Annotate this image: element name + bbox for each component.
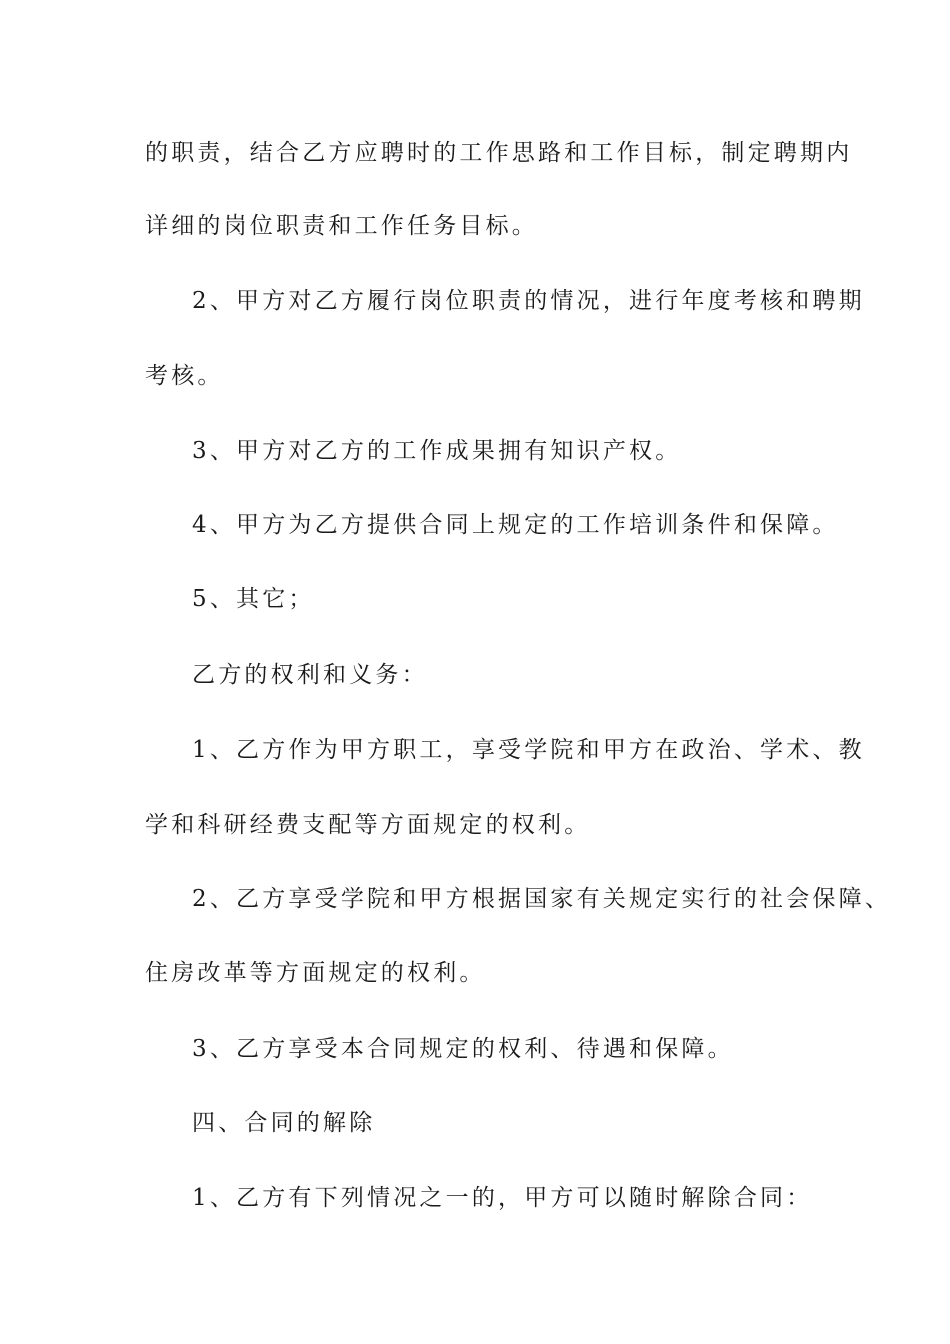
paragraph-line: 住房改革等方面规定的权利。 <box>145 960 486 986</box>
paragraph-line: 考核。 <box>145 363 224 389</box>
paragraph-line: 2、甲方对乙方履行岗位职责的情况，进行年度考核和聘期 <box>192 288 865 314</box>
paragraph-line: 1、乙方作为甲方职工，享受学院和甲方在政治、学术、教 <box>192 737 865 763</box>
paragraph-line: 详细的岗位职责和工作任务目标。 <box>145 213 538 239</box>
paragraph-line: 5、其它； <box>192 586 315 612</box>
paragraph-line: 3、乙方享受本合同规定的权利、待遇和保障。 <box>192 1036 734 1062</box>
paragraph-line: 学和科研经费支配等方面规定的权利。 <box>145 812 591 838</box>
paragraph-line: 4、甲方为乙方提供合同上规定的工作培训条件和保障。 <box>192 512 839 538</box>
paragraph-line: 的职责，结合乙方应聘时的工作思路和工作目标，制定聘期内 <box>145 140 853 166</box>
paragraph-line: 1、乙方有下列情况之一的，甲方可以随时解除合同： <box>192 1185 813 1211</box>
paragraph-line: 3、甲方对乙方的工作成果拥有知识产权。 <box>192 438 682 464</box>
section-heading: 四、合同的解除 <box>192 1110 376 1136</box>
section-heading: 乙方的权利和义务： <box>192 662 428 688</box>
paragraph-line: 2、乙方享受学院和甲方根据国家有关规定实行的社会保障、 <box>192 886 892 912</box>
